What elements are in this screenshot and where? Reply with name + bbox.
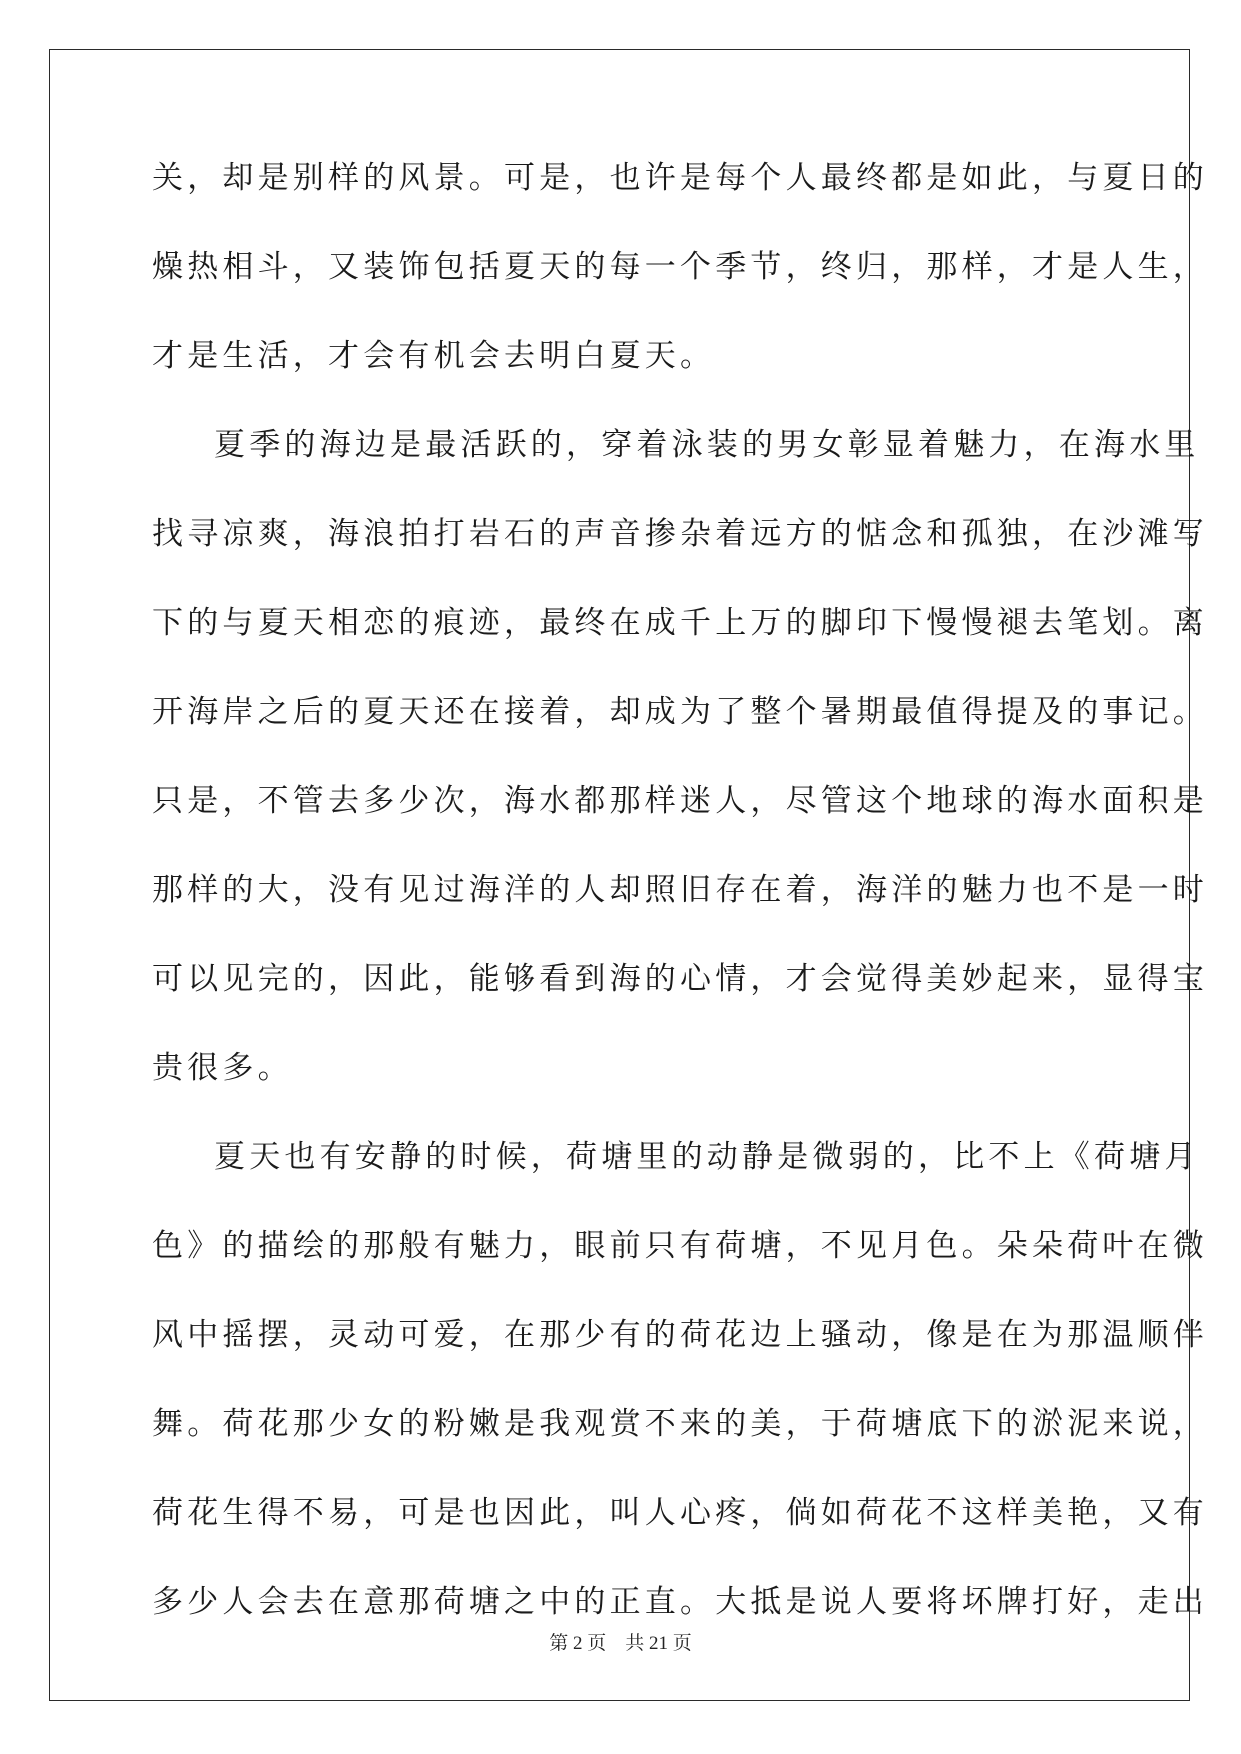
text-line: 那样的大，没有见过海洋的人却照旧存在着，海洋的魅力也不是一时 xyxy=(152,872,1208,908)
text-line: 才是生活，才会有机会去明白夏天。 xyxy=(152,338,716,374)
page-number-footer: 第 2 页 共 21 页 xyxy=(549,1633,692,1654)
paragraph-start-line: 夏天也有安静的时候，荷塘里的动静是微弱的，比不上《荷塘月 xyxy=(214,1139,1200,1175)
text-line: 找寻凉爽，海浪拍打岩石的声音掺杂着远方的惦念和孤独，在沙滩写 xyxy=(152,516,1208,552)
text-line: 荷花生得不易，可是也因此，叫人心疼，倘如荷花不这样美艳，又有 xyxy=(152,1495,1208,1531)
text-line: 贵很多。 xyxy=(152,1050,293,1086)
text-line: 色》的描绘的那般有魅力，眼前只有荷塘，不见月色。朵朵荷叶在微 xyxy=(152,1228,1208,1264)
text-line: 舞。荷花那少女的粉嫩是我观赏不来的美，于荷塘底下的淤泥来说， xyxy=(152,1406,1208,1442)
paragraph-start-line: 夏季的海边是最活跃的，穿着泳装的男女彰显着魅力，在海水里 xyxy=(214,427,1200,463)
text-line: 风中摇摆，灵动可爱，在那少有的荷花边上骚动，像是在为那温顺伴 xyxy=(152,1317,1208,1353)
text-line: 可以见完的，因此，能够看到海的心情，才会觉得美妙起来，显得宝 xyxy=(152,961,1208,997)
text-line: 只是，不管去多少次，海水都那样迷人，尽管这个地球的海水面积是 xyxy=(152,783,1208,819)
text-line: 多少人会去在意那荷塘之中的正直。大抵是说人要将坏牌打好，走出 xyxy=(152,1584,1208,1620)
text-line: 开海岸之后的夏天还在接着，却成为了整个暑期最值得提及的事记。 xyxy=(152,694,1208,730)
body-text xyxy=(152,158,1208,1671)
text-line: 燥热相斗，又装饰包括夏天的每一个季节，终归，那样，才是人生， xyxy=(152,249,1208,285)
text-line: 下的与夏天相恋的痕迹，最终在成千上万的脚印下慢慢褪去笔划。离 xyxy=(152,605,1208,641)
text-line: 关，却是别样的风景。可是，也许是每个人最终都是如此，与夏日的 xyxy=(152,160,1208,196)
